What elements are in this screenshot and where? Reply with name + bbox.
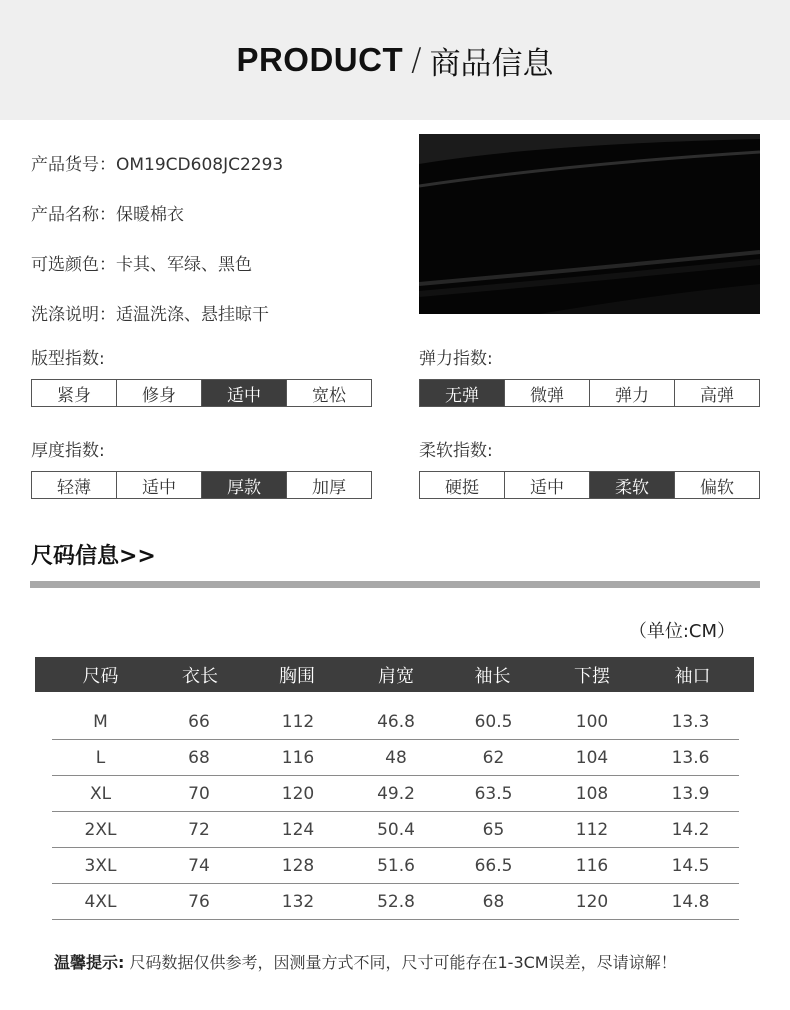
table-cell: 65	[482, 819, 505, 840]
thickness-scale	[31, 471, 372, 499]
table-cell: 13.9	[671, 783, 710, 804]
softness-option: 偏软	[674, 472, 759, 498]
column-header: 袖长	[474, 665, 511, 687]
table-cell: 51.6	[377, 855, 415, 876]
fabric-image	[419, 134, 760, 314]
table-cell: XL	[89, 783, 112, 804]
table-cell: 50.4	[377, 819, 415, 840]
table-cell: 68	[188, 747, 210, 768]
softness-option: 柔软	[589, 472, 674, 498]
column-header: 袖口	[674, 665, 711, 687]
table-cell: 48	[385, 747, 407, 768]
table-cell: 74	[188, 855, 210, 876]
table-row	[52, 704, 739, 740]
table-cell: 66.5	[474, 855, 513, 876]
table-cell: 132	[281, 891, 315, 912]
table-cell: 3XL	[84, 855, 117, 876]
table-cell: 108	[575, 783, 609, 804]
table-cell: 124	[281, 819, 315, 840]
fabric-texture	[419, 134, 760, 314]
softness-scale	[419, 471, 760, 499]
thickness-option: 适中	[116, 472, 201, 498]
info-washing: 洗涤说明：适温洗涤、悬挂晾干	[31, 305, 269, 325]
fit-option: 适中	[201, 380, 286, 406]
size-table-header	[35, 657, 754, 692]
thickness-option: 轻薄	[57, 477, 91, 498]
table-row	[52, 812, 739, 848]
table-cell: 68	[482, 891, 505, 912]
column-header: 衣长	[182, 665, 218, 687]
title-zh: 商品信息	[429, 45, 554, 82]
info-item-no: 产品货号：OM19CD608JC2293	[31, 155, 284, 175]
fit-index-label: 版型指数:	[31, 349, 105, 369]
table-cell: 66	[188, 711, 210, 732]
table-cell: 120	[575, 891, 609, 912]
table-cell: 128	[281, 855, 315, 876]
elasticity-option: 高弹	[674, 380, 759, 406]
table-cell: M	[93, 711, 108, 732]
column-header: 胸围	[279, 665, 315, 687]
table-cell: 112	[575, 819, 609, 840]
table-cell: 2XL	[84, 819, 117, 840]
tip-label: 温馨提示:	[54, 953, 125, 972]
table-cell: 14.8	[671, 891, 710, 912]
table-cell: 112	[281, 711, 315, 732]
tip-text: 尺码数据仅供参考，因测量方式不同，尺寸可能存在1-3CM误差，尽请谅解！	[129, 953, 677, 972]
fit-option: 宽松	[286, 380, 371, 406]
table-cell: 120	[281, 783, 315, 804]
thickness-option: 加厚	[286, 472, 371, 498]
softness-option: 硬挺	[445, 477, 479, 498]
table-cell: 13.3	[671, 711, 710, 732]
table-cell: 100	[575, 711, 609, 732]
table-cell: 76	[188, 891, 210, 912]
size-section-title: 尺码信息>>	[31, 544, 156, 569]
table-cell: L	[95, 747, 106, 768]
table-cell: 70	[188, 783, 210, 804]
column-header: 下摆	[574, 665, 610, 687]
title-en: PRODUCT	[236, 41, 404, 78]
softness-index-label: 柔软指数:	[419, 441, 493, 461]
info-colors: 可选颜色：卡其、军绿、黑色	[31, 255, 252, 275]
section-divider	[30, 581, 760, 588]
unit-label: （单位:CM）	[628, 621, 735, 642]
table-cell: 46.8	[377, 711, 415, 732]
table-cell: 4XL	[84, 891, 117, 912]
table-cell: 14.5	[671, 855, 710, 876]
thickness-index-label: 厚度指数:	[31, 441, 105, 461]
table-cell: 13.6	[671, 747, 710, 768]
fit-scale	[31, 379, 372, 407]
table-cell: 116	[281, 747, 315, 768]
table-cell: 60.5	[474, 711, 513, 732]
elasticity-option: 无弹	[420, 380, 504, 406]
table-cell: 62	[482, 747, 505, 768]
table-cell: 52.8	[377, 891, 415, 912]
column-header: 肩宽	[378, 665, 414, 687]
softness-option: 适中	[504, 472, 589, 498]
table-row	[52, 740, 739, 776]
size-table-body	[52, 704, 739, 920]
title-separator: /	[411, 42, 422, 78]
table-row	[52, 884, 739, 920]
page-header	[0, 0, 790, 120]
table-cell: 72	[188, 819, 210, 840]
table-row	[52, 848, 739, 884]
table-cell: 49.2	[377, 783, 415, 804]
elasticity-option: 弹力	[589, 380, 674, 406]
table-cell: 116	[575, 855, 609, 876]
elasticity-option: 微弹	[504, 380, 589, 406]
thickness-option: 厚款	[201, 472, 286, 498]
info-name: 产品名称：保暖棉衣	[31, 205, 184, 225]
fit-option: 修身	[116, 380, 201, 406]
page-title	[236, 38, 553, 83]
tip-note	[54, 950, 677, 973]
table-row	[52, 776, 739, 812]
elasticity-index-label: 弹力指数:	[419, 349, 493, 369]
column-header: 尺码	[82, 665, 119, 687]
table-cell: 63.5	[474, 783, 513, 804]
fit-option: 紧身	[57, 385, 91, 406]
elasticity-scale	[419, 379, 760, 407]
table-cell: 104	[575, 747, 609, 768]
table-cell: 14.2	[671, 819, 710, 840]
